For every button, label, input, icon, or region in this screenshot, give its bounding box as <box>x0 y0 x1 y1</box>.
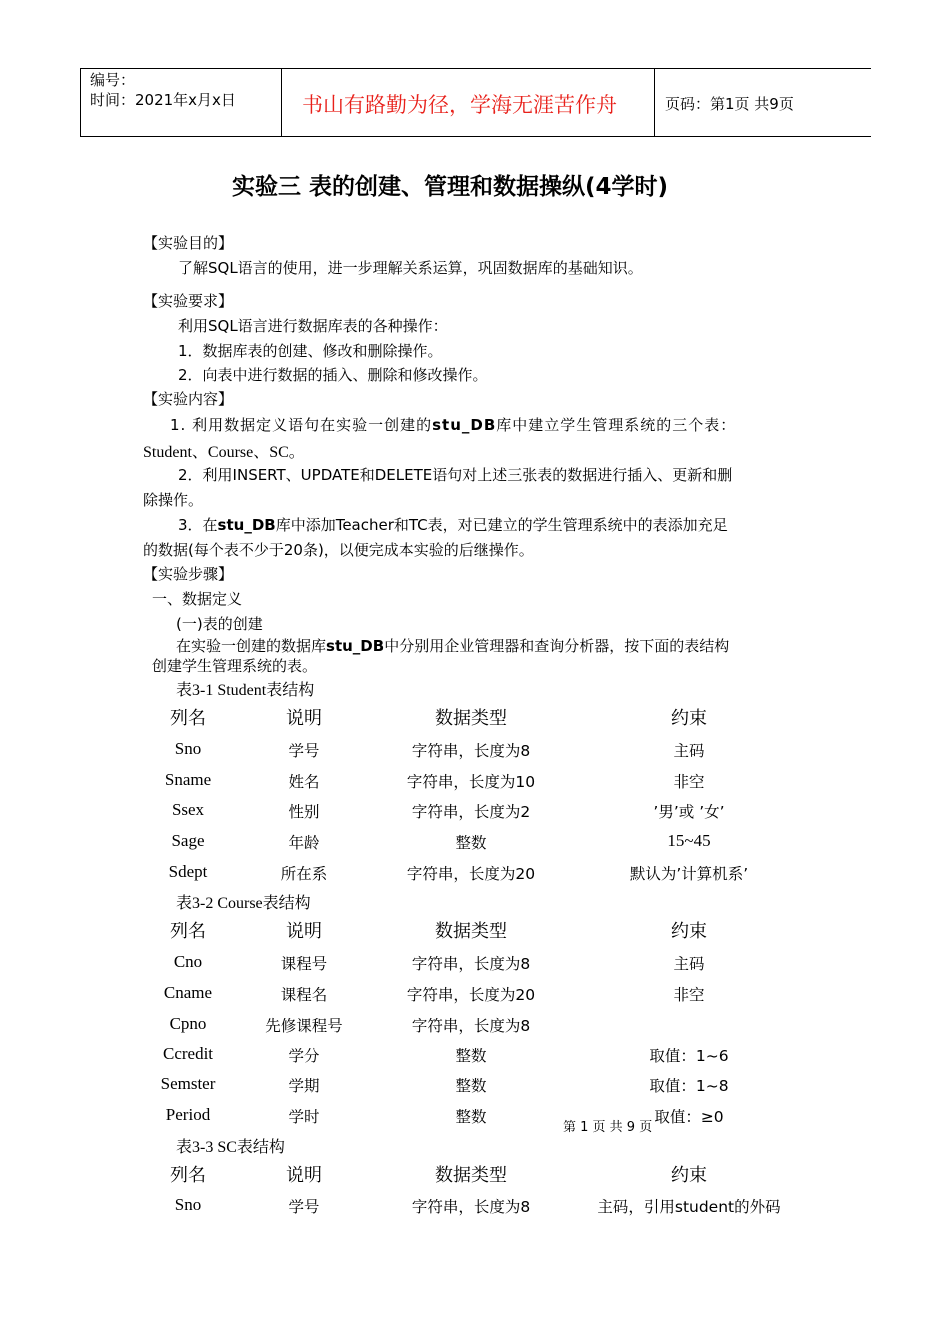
table-cell: 学号 <box>288 1198 320 1216</box>
table-cell: Sdept <box>168 862 208 881</box>
col-header: 数据类型 <box>435 708 507 729</box>
table-cell: 学号 <box>288 742 320 760</box>
steps-intro: 在实验一创建的数据库stu_DB中分别用企业管理器和查询分析器，按下面的表结构 <box>176 637 730 655</box>
table-cell: 字符串，长度为8 <box>411 1198 531 1216</box>
content-para-1-cont: Student、Course、SC。 <box>143 444 305 461</box>
header-divider <box>281 68 282 136</box>
table-cell: 字符串，长度为8 <box>411 1017 531 1035</box>
table-cell: 字符串，长度为10 <box>406 773 536 791</box>
content-para-3: 3．在stu_DB库中添加Teacher和TC表，对已建立的学生管理系统中的表添加充足 <box>178 516 728 534</box>
table-cell: 非空 <box>673 986 705 1004</box>
table-cell: Sno <box>174 1195 202 1214</box>
content-heading: 【实验内容】 <box>143 390 234 408</box>
col-header: 说明 <box>286 708 322 729</box>
content-para-3-cont: 的数据(每个表不少于20条)，以便完成本实验的后继操作。 <box>143 541 534 559</box>
table-cell: 先修课程号 <box>265 1017 343 1035</box>
table-cell: 字符串，长度为8 <box>411 955 531 973</box>
table-cell: 整数 <box>455 834 487 852</box>
table-cell: 取值：1~6 <box>649 1047 729 1065</box>
table-cell: Period <box>165 1105 211 1124</box>
table-cell: 字符串，长度为20 <box>406 986 536 1004</box>
col-header: 约束 <box>671 1165 707 1186</box>
table-cell: 15~45 <box>667 831 711 850</box>
col-header: 数据类型 <box>435 1165 507 1186</box>
col-header: 说明 <box>286 921 322 942</box>
col-header: 列名 <box>170 708 206 729</box>
table-cell: 性别 <box>288 803 320 821</box>
header-page: 页码：第1页 共9页 <box>665 95 794 113</box>
table-cell: Semster <box>160 1074 216 1093</box>
table-cell: Ssex <box>171 800 205 819</box>
table-caption: 表3-1 Student表结构 <box>176 682 315 699</box>
page-footer: 第 1 页 共 9 页 <box>563 1120 653 1135</box>
table-cell: Sname <box>164 770 212 789</box>
table-cell: 主码 <box>673 742 705 760</box>
table-cell: 学期 <box>288 1077 320 1095</box>
table-cell: 字符串，长度为20 <box>406 865 536 883</box>
table-cell: Sage <box>171 831 205 850</box>
steps-part-1: 一、数据定义 <box>152 590 243 608</box>
table-cell: ’男’或 ’女’ <box>653 803 725 821</box>
table-cell: 课程名 <box>280 986 328 1004</box>
steps-heading: 【实验步骤】 <box>143 565 234 583</box>
table-cell: 年龄 <box>288 834 320 852</box>
requirements-heading: 【实验要求】 <box>143 292 234 310</box>
table-cell: 姓名 <box>288 773 320 791</box>
table-cell: 取值：≥0 <box>654 1108 724 1126</box>
table-cell: Cname <box>163 983 213 1002</box>
page-title: 实验三 表的创建、管理和数据操纵(4学时) <box>232 174 669 200</box>
header-number: 编号： <box>90 71 136 89</box>
col-header: 列名 <box>170 921 206 942</box>
content-para-2-cont: 除操作。 <box>143 491 204 509</box>
col-header: 数据类型 <box>435 921 507 942</box>
table-cell: 学分 <box>288 1047 320 1065</box>
table-cell: 整数 <box>455 1108 487 1126</box>
col-header: 约束 <box>671 921 707 942</box>
table-cell: Sno <box>174 739 202 758</box>
table-cell: 字符串，长度为8 <box>411 742 531 760</box>
table-cell: 所在系 <box>280 865 328 883</box>
table-caption: 表3-2 Course表结构 <box>176 895 311 912</box>
requirements-item-2: 2．向表中进行数据的插入、删除和修改操作。 <box>178 366 488 384</box>
table-cell: 整数 <box>455 1047 487 1065</box>
col-header: 约束 <box>671 708 707 729</box>
table-cell: 学时 <box>288 1108 320 1126</box>
table-cell: 默认为’计算机系’ <box>629 865 749 883</box>
table-cell: Cno <box>173 952 203 971</box>
table-caption: 表3-3 SC表结构 <box>176 1139 285 1156</box>
col-header: 说明 <box>286 1165 322 1186</box>
table-cell: 主码，引用student的外码 <box>597 1198 781 1216</box>
table-cell: 课程号 <box>280 955 328 973</box>
requirements-intro: 利用SQL语言进行数据库表的各种操作： <box>178 317 448 335</box>
purpose-text: 了解SQL语言的使用，进一步理解关系运算，巩固数据库的基础知识。 <box>178 259 643 277</box>
table-cell: Ccredit <box>162 1044 214 1063</box>
steps-sub-1: (一)表的创建 <box>176 615 263 633</box>
table-cell: 主码 <box>673 955 705 973</box>
requirements-item-1: 1．数据库表的创建、修改和删除操作。 <box>178 342 443 360</box>
content-para-2: 2．利用INSERT、UPDATE和DELETE语句对上述三张表的数据进行插入、更新和删 <box>178 466 733 484</box>
header-divider <box>654 68 655 136</box>
header-time: 时间：2021年x月x日 <box>90 91 236 109</box>
steps-intro-cont: 创建学生管理系统的表。 <box>152 657 318 675</box>
content-para-1: 1. 利用数据定义语句在实验一创建的stu_DB库中建立学生管理系统的三个表： <box>170 416 737 434</box>
table-cell: 取值：1~8 <box>649 1077 729 1095</box>
table-cell: 非空 <box>673 773 705 791</box>
table-cell: Cpno <box>169 1014 207 1033</box>
header-motto: 书山有路勤为径，学海无涯苦作舟 <box>302 93 617 117</box>
purpose-heading: 【实验目的】 <box>143 234 234 252</box>
table-cell: 整数 <box>455 1077 487 1095</box>
col-header: 列名 <box>170 1165 206 1186</box>
table-cell: 字符串，长度为2 <box>411 803 531 821</box>
